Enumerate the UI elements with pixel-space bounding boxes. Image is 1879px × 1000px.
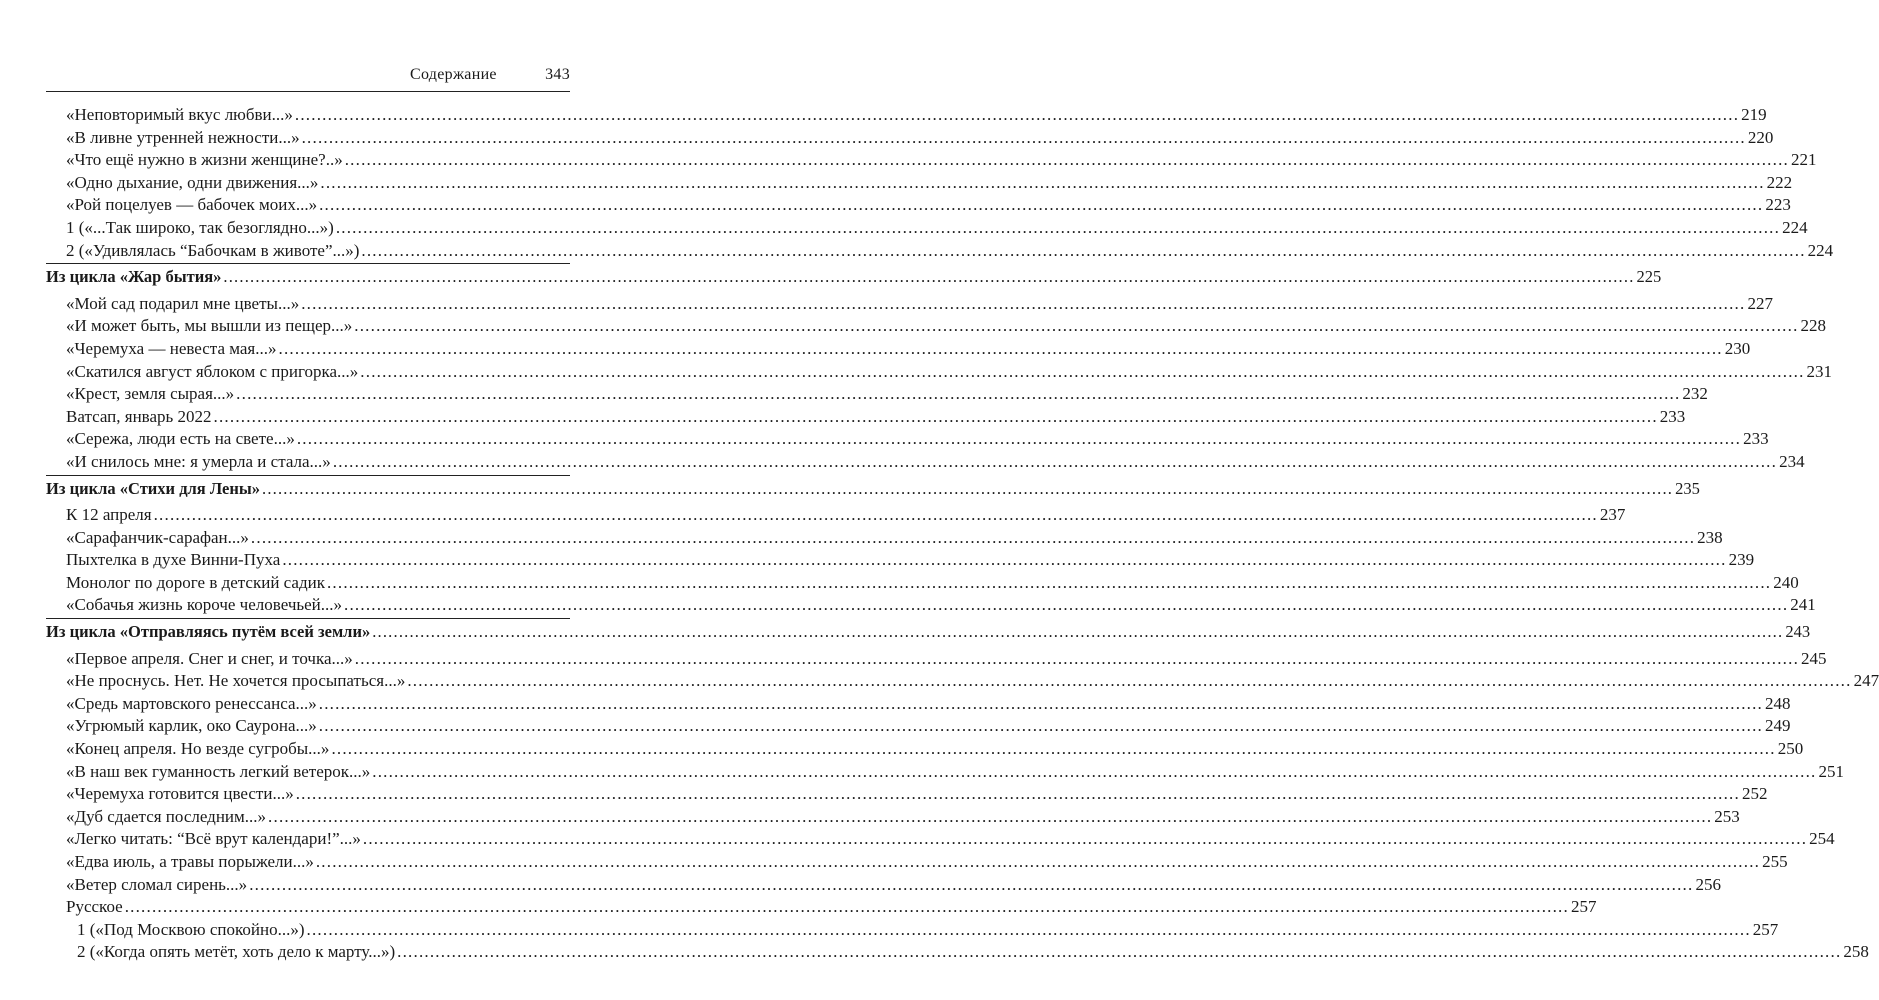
table-of-contents: [46, 104, 1879, 964]
dot-leader: [296, 783, 1740, 806]
toc-entry: [46, 428, 1769, 451]
section-page-number: 235: [1675, 478, 1700, 498]
toc-entry: [46, 149, 1817, 172]
dot-leader: [295, 104, 1739, 127]
toc-entry-title: Пыхтелка в духе Винни-Пуха: [66, 550, 281, 570]
page-number: 343: [545, 66, 570, 83]
toc-entry-title: Монолог по дороге в детский садик: [66, 572, 325, 592]
toc-entry: [46, 806, 1740, 829]
toc-entry-title: «Средь мартовского ренессанса...»: [66, 693, 317, 713]
toc-entry: [46, 874, 1721, 897]
toc-entry-title: «Черемуха — невеста мая...»: [66, 338, 277, 358]
toc-page-number: 230: [1724, 338, 1751, 358]
section-cycle-name: «Стихи для Лены»: [119, 478, 260, 498]
toc-entry-title: «Первое апреля. Снег и снег, и точка...»: [66, 648, 353, 668]
dot-leader: [345, 149, 1789, 172]
toc-entry: [46, 315, 1827, 338]
dot-leader: [344, 594, 1788, 617]
toc-page-number: 256: [1695, 874, 1721, 894]
dot-leader: [397, 941, 1841, 964]
dot-leader: [125, 896, 1569, 919]
toc-entry-title: 1 («...Так широко, так безоглядно...»): [66, 217, 334, 237]
toc-entry-title: «В ливне утренней нежности...»: [66, 127, 300, 147]
toc-entry: [46, 451, 1805, 474]
toc-entry-title: 2 («Удивлялась “Бабочкам в животе”...»): [66, 240, 360, 260]
toc-entry: [46, 361, 1833, 384]
section-divider: [46, 475, 1700, 501]
dot-leader: [249, 874, 1693, 897]
toc-entry: [46, 594, 1816, 617]
toc-entry-title: «Не проснусь. Нет. Не хочется просыпаться...»: [66, 671, 406, 691]
toc-page-number: 250: [1777, 739, 1804, 759]
toc-entry: [46, 783, 1768, 806]
toc-entry-title: «Черемуха готовится цвести...»: [66, 784, 294, 804]
dot-leader: [354, 315, 1798, 338]
toc-page-number: 228: [1800, 316, 1827, 336]
toc-entry: [46, 240, 1834, 263]
toc-entry-title: «Легко читать: “Всё врут календари!”...»: [66, 829, 361, 849]
section-prefix: Из цикла: [46, 478, 120, 498]
toc-page-number: 234: [1779, 451, 1805, 471]
dot-leader: [279, 338, 1723, 361]
dot-leader: [307, 919, 1751, 942]
toc-entry: [46, 527, 1723, 550]
toc-entry-title: «Сережа, люди есть на свете...»: [66, 429, 295, 449]
dot-leader: [355, 648, 1799, 671]
toc-page-number: 257: [1752, 919, 1779, 939]
toc-entry-title: «Что ещё нужно в жизни женщине?..»: [66, 150, 343, 170]
section-page-number: 225: [1636, 267, 1662, 287]
toc-page-number: 252: [1741, 784, 1768, 804]
toc-page-number: 237: [1599, 505, 1626, 525]
section-title: [46, 266, 221, 289]
dot-leader: [331, 738, 1775, 761]
toc-page-number: 253: [1714, 806, 1740, 826]
dot-leader: [319, 194, 1763, 217]
dot-leader: [268, 806, 1712, 829]
section-prefix: Из цикла: [46, 622, 120, 642]
dot-leader: [360, 361, 1804, 384]
dot-leader: [327, 572, 1771, 595]
toc-entry-title: К 12 апреля: [66, 505, 152, 525]
toc-entry-title: «И снилось мне: я умерла и стала...»: [66, 451, 331, 471]
toc-entry-title: «Одно дыхание, одни движения...»: [66, 172, 319, 192]
toc-page-number: 220: [1747, 127, 1774, 147]
toc-entry-title: «И может быть, мы вышли из пещер...»: [66, 316, 353, 336]
header-rule: [46, 91, 570, 92]
dot-leader: [154, 504, 1598, 527]
toc-entry: [46, 670, 1879, 693]
section-heading: [46, 266, 1662, 289]
toc-page-number: 240: [1773, 572, 1799, 592]
toc-page-number: 221: [1790, 150, 1817, 170]
dot-leader: [297, 428, 1741, 451]
dot-leader: [316, 851, 1760, 874]
dot-leader: [361, 240, 1805, 263]
toc-entry: [46, 919, 1779, 942]
dot-leader: [320, 172, 1764, 195]
toc-entry-title: «Мой сад подарил мне цветы...»: [66, 293, 300, 313]
toc-entry: [46, 693, 1791, 716]
dot-leader: [333, 451, 1777, 474]
toc-entry-title: «Конец апреля. Но везде сугробы...»: [66, 739, 330, 759]
toc-page-number: 248: [1765, 693, 1791, 713]
section-cycle-name: «Жар бытия»: [119, 267, 222, 287]
dot-leader: [251, 527, 1695, 550]
toc-page-number: 232: [1682, 384, 1708, 404]
toc-entry: [46, 172, 1793, 195]
dot-leader: [301, 293, 1745, 316]
section-prefix: Из цикла: [46, 267, 120, 287]
dot-leader: [319, 693, 1763, 716]
toc-entry: [46, 572, 1799, 595]
toc-page-number: 219: [1741, 105, 1767, 124]
toc-page-number: 224: [1782, 217, 1808, 237]
section-cycle-name: «Отправляясь путём всей земли»: [119, 622, 371, 642]
toc-entry: [46, 761, 1844, 784]
toc-page-number: 255: [1762, 852, 1788, 871]
toc-page-number: 258: [1843, 942, 1869, 962]
toc-entry: [46, 715, 1791, 738]
running-head: [410, 62, 570, 88]
toc-entry: [46, 383, 1708, 406]
toc-entry-title: 2 («Когда опять метёт, хоть дело к марту...»): [77, 942, 396, 962]
toc-entry: [46, 194, 1791, 217]
dot-leader: [302, 127, 1746, 150]
toc-page-number: 227: [1747, 293, 1773, 313]
dot-leader: [236, 383, 1680, 406]
toc-page-number: 239: [1728, 550, 1755, 570]
dot-leader: [372, 761, 1816, 784]
toc-entry: [46, 896, 1597, 919]
toc-page-number: 245: [1801, 648, 1827, 668]
section-title: [46, 621, 370, 644]
toc-page-number: 249: [1765, 716, 1791, 736]
dot-leader: [407, 670, 1851, 693]
toc-entry-title: Русское: [66, 897, 123, 917]
toc-entry-title: «Угрюмый карлик, око Саурона...»: [66, 716, 317, 736]
toc-entry-title: «Рой поцелуев — бабочек моих...»: [66, 195, 318, 215]
toc-entry: [46, 549, 1755, 572]
toc-page-number: 247: [1853, 671, 1879, 691]
toc-page-number: 223: [1765, 195, 1791, 215]
toc-entry-title: «Сарафанчик-сарафан...»: [66, 527, 249, 547]
toc-entry: [46, 828, 1835, 851]
toc-page-number: 251: [1818, 761, 1844, 781]
section-heading: [46, 621, 1811, 644]
dot-leader: [319, 715, 1763, 738]
toc-entry: [46, 293, 1773, 316]
dot-leader: [223, 266, 1634, 289]
toc-entry-title: «Дуб сдается последним...»: [66, 806, 267, 826]
section-heading: [46, 478, 1700, 501]
dot-leader: [372, 621, 1783, 644]
toc-entry: [46, 338, 1751, 361]
toc-entry: [46, 941, 1869, 964]
toc-page-number: 224: [1807, 240, 1834, 260]
dot-leader: [363, 828, 1807, 851]
dot-leader: [262, 478, 1673, 501]
toc-entry-title: «В наш век гуманность легкий ветерок...»: [66, 761, 371, 781]
toc-page-number: 233: [1659, 406, 1686, 426]
toc-entry-title: «Неповторимый вкус любви...»: [66, 105, 293, 124]
toc-entry-title: «Скатился август яблоком с пригорка...»: [66, 361, 359, 381]
toc-entry: [46, 104, 1767, 127]
toc-entry-title: Ватсап, январь 2022: [66, 406, 212, 426]
toc-page-number: 233: [1743, 429, 1769, 449]
toc-entry: [46, 127, 1774, 150]
toc-entry: [46, 504, 1626, 527]
toc-entry-title: «Крест, земля сырая...»: [66, 384, 235, 404]
toc-entry: [46, 217, 1808, 240]
toc-entry-title: «Ветер сломал сирень...»: [66, 874, 248, 894]
section-divider: [46, 618, 1811, 644]
toc-page-number: 241: [1790, 595, 1816, 615]
toc-page-number: 238: [1697, 527, 1723, 547]
toc-page-number: 222: [1766, 172, 1793, 192]
toc-entry: [46, 406, 1686, 429]
dot-leader: [336, 217, 1780, 240]
dot-leader: [214, 406, 1658, 429]
toc-entry-title: «Едва июль, а травы порыжели...»: [66, 852, 314, 871]
section-page-number: 243: [1785, 622, 1811, 642]
section-divider: [46, 263, 1662, 289]
running-head-title: Содержание: [410, 66, 497, 83]
toc-entry: [46, 648, 1827, 671]
toc-page-number: 231: [1806, 361, 1833, 381]
toc-entry: [46, 851, 1788, 874]
section-title: [46, 478, 260, 501]
toc-entry-title: 1 («Под Москвою спокойно...»): [77, 919, 305, 939]
dot-leader: [282, 549, 1726, 572]
toc-entry: [46, 738, 1804, 761]
toc-page-number: 254: [1809, 829, 1835, 849]
toc-page-number: 257: [1570, 897, 1597, 917]
toc-entry-title: «Собачья жизнь короче человечьей...»: [66, 595, 343, 615]
